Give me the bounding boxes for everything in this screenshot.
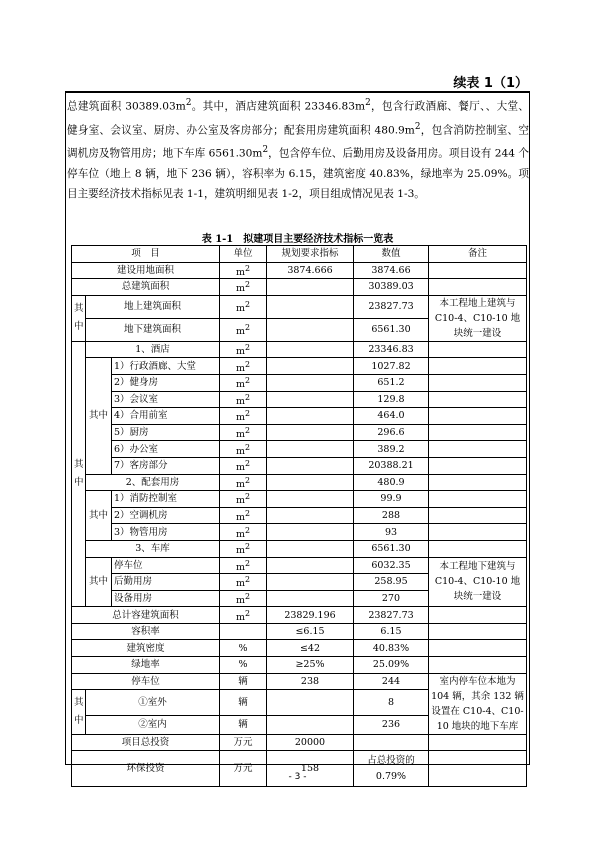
table-row: 2、配套用房 $m^2$ 480.9 [72,474,527,491]
qizhong-label: 其中 [86,358,112,474]
remark-parking: 室内停车位本地为 104 辆，其余 132 辆设置在 C10-4、C10-10 地块的地下车库 [429,673,527,734]
page-number: - 3 - [288,772,307,782]
table-row: 5）厨房 $m^2$ 296.6 [72,424,527,441]
qizhong-label: 其 中 [72,690,86,734]
qizhong-label: 其 中 [72,295,86,341]
table-row: 设备用房 $m^2$ 270 [72,590,527,607]
remark-above-ground: 本工程地上建筑与 C10-4、C10-10 地块统一建设 [429,295,527,341]
table-row: 4）合用前室 $m^2$ 464.0 [72,408,527,425]
header-remark: 备注 [429,246,527,263]
header-value: 数值 [354,246,429,263]
header-unit: 单位 [220,246,267,263]
para-seg-4: ，包含消防控制室、空调机房及物管用房；地下车库 6561.30m [67,124,530,160]
table-row: 其 中 地上建筑面积 $m^2$ 23827.73 本工程地上建筑与 C10-4、C10-10 地块统一建设 [72,295,527,318]
table-row: 容积率 ≤6.15 6.15 [72,623,527,640]
table-row: 总建筑面积 $m^2$ 30389.03 [72,279,527,296]
continued-table-title: 续表 1（1） [453,76,528,91]
table-row: 2）空调机房 $m^2$ 288 [72,507,527,524]
table-row: 其中 1）消防控制室 $m^2$ 99.9 [72,491,527,508]
table-row: 7）客房部分 $m^2$ 20388.21 [72,457,527,474]
table-row: 其中 1）行政酒廊、大堂 $m^2$ 1027.82 [72,358,527,375]
table-caption: 表 1-1 拟建项目主要经济技术指标一览表 [201,234,394,245]
table-row: 环保投资 万元 158 占总投资的 0.79% [72,751,527,787]
qizhong-label: 其中 [86,491,112,541]
table-row: 2）健身房 $m^2$ 651.2 [72,374,527,391]
table-row: 6）办公室 $m^2$ 389.2 [72,441,527,458]
economic-indicators-table [71,245,527,787]
para-sup-2: 2 [365,98,371,108]
para-sup-1: 2 [185,98,192,108]
header-requirement: 规划要求指标 [267,246,354,263]
table-row: 其 中 ①室外 辆 8 [72,690,527,716]
table-row: 地下建筑面积 $m^2$ 6561.30 [72,318,527,341]
remark-below-ground: 本工程地下建筑与 C10-4、C10-10 地块统一建设 [429,557,527,607]
qizhong-label: 其中 [86,557,112,607]
qizhong-label: 其 中 [72,341,86,607]
table-row: 总计容建筑面积 $m^2$ 23829.196 23827.73 [72,607,527,624]
table-row: 后勤用房 $m^2$ 258.95 [72,574,527,591]
table-row: 其 中 1、酒店 $m^2$ 23346.83 [72,341,527,358]
table-row: 3）会议室 $m^2$ 129.8 [72,391,527,408]
table-row: 3、车库 $m^2$ 6561.30 [72,540,527,557]
para-sup-4: 2 [262,145,269,156]
para-sup-3: 2 [414,121,421,132]
project-description [67,93,529,204]
para-seg-2: 。其中，酒店建筑面积 23346.83m [191,100,366,113]
para-seg-5: ，包含停车位、后勤用房及设备用房。项目设有 244 个停车位（地上 8 辆，地下 236 辆），容积率为 6.15，建筑密度 40.83%，绿地率为 25.09%。项目主要经济技术指标见表 1-1，建筑明细见表 1-2，项目组成情况见表 1-3。 [67,147,529,200]
para-seg-3: ，包含行政酒廊、餐厅、、大堂、健身室、会议室、厨房、办公室及客房部分；配套用房建筑面积 480.9m [67,100,530,137]
table-row: 项目总投资 万元 20000 [72,734,527,751]
table-header-row [72,246,527,263]
header-item: 项 目 [72,246,220,263]
table-row: 绿地率 % ≥25% 25.09% [72,657,527,674]
table-row: 停车位 辆 238 244 室内停车位本地为 104 辆，其余 132 辆设置在 C10-4、C10-10 地块的地下车库 [72,673,527,690]
table-row: 建设用地面积 $m^2$ 3874.666 3874.66 [72,262,527,279]
para-seg-1: 总建筑面积 30389.03m [67,100,186,113]
table-row: ②室内 辆 236 [72,716,527,735]
table-row: 建筑密度 % ≤42 40.83% [72,640,527,657]
table-row: 其中 停车位 $m^2$ 6032.35 本工程地下建筑与 C10-4、C10-10 地块统一建设 [72,557,527,574]
table-row: 3）物管用房 $m^2$ 93 [72,524,527,541]
